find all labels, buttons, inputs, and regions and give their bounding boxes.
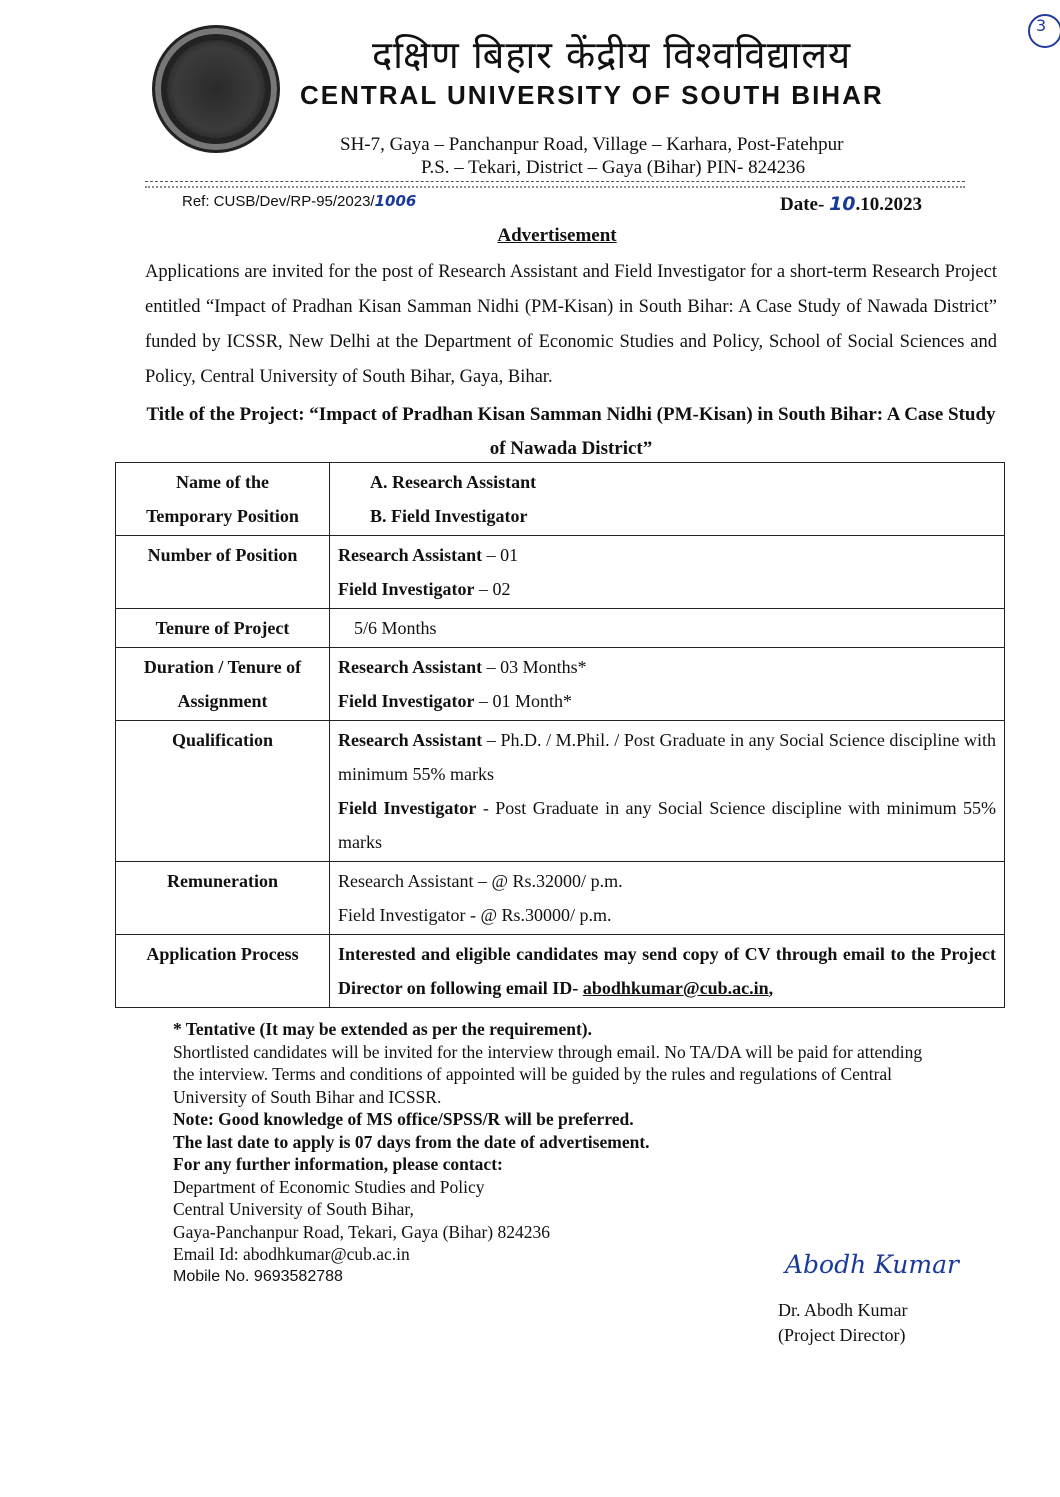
ms-office-note: Note: Good knowledge of MS office/SPSS/R will be preferred. xyxy=(173,1109,634,1129)
table-row xyxy=(116,721,1005,862)
ra-remuneration: Research Assistant – @ Rs.32000/ p.m. xyxy=(338,871,623,891)
date-rest: .10.2023 xyxy=(855,194,923,215)
contact-university: Central University of South Bihar, xyxy=(173,1199,414,1219)
row-label-remuneration: Remuneration xyxy=(116,862,330,935)
address-line-2: P.S. – Tekari, District – Gaya (Bihar) PIN- 824236 xyxy=(421,157,806,178)
ra-label: Research Assistant xyxy=(338,730,483,750)
reference-number xyxy=(182,192,416,210)
label-line: Name of the xyxy=(176,472,269,492)
row-label-position xyxy=(116,463,330,536)
ref-prefix: Ref: CUSB/Dev/RP-95/2023/ xyxy=(182,193,375,210)
fi-label: Field Investigator xyxy=(338,798,477,818)
corner-mark: 3 xyxy=(1028,14,1060,48)
label-line: Duration / Tenure of xyxy=(143,657,302,677)
table-row xyxy=(116,463,1005,536)
ra-qualification: – Ph.D. / M.Phil. / Post Graduate in any Social Science discipline with minimum 55% marks xyxy=(338,730,996,784)
intro-paragraph: Applications are invited for the post of Research Assistant and Field Investigator for a short-term Research Project entitled “Impact of Pradhan Kisan Samman Nidhi (PM-Kisan) in South Bihar: A Case Study of Nawada District” funded by ICSSR, New Delhi at the Department of Economic Studies and Policy, School of Social Sciences and Policy, Central University of South Bihar, Gaya, Bihar. xyxy=(145,262,997,387)
university-name-english: CENTRAL UNIVERSITY OF SOUTH BIHAR xyxy=(300,80,884,110)
contact-email: Email Id: abodhkumar@cub.ac.in xyxy=(173,1244,410,1264)
application-email-link[interactable]: abodhkumar@cub.ac.in xyxy=(582,978,769,998)
ra-count: – 01 xyxy=(482,545,519,565)
fi-qualification: - Post Graduate in any Social Science discipline with minimum 55% marks xyxy=(338,798,996,852)
last-date-note: The last date to apply is 07 days from the date of advertisement. xyxy=(173,1131,650,1152)
position-b: B. Field Investigator xyxy=(370,506,528,526)
row-label-number: Number of Position xyxy=(116,536,330,609)
table-row xyxy=(116,862,1005,935)
fi-count: – 02 xyxy=(474,579,511,599)
row-label-tenure: Tenure of Project xyxy=(116,609,330,648)
label-line: Temporary Position xyxy=(146,506,299,526)
signatory-name: Dr. Abodh Kumar xyxy=(778,1300,908,1320)
tenure-value: 5/6 Months xyxy=(330,609,1005,648)
header-divider xyxy=(145,181,965,188)
position-details-table xyxy=(115,462,1005,1008)
contact-address: Gaya-Panchanpur Road, Tekari, Gaya (Bihar) 824236 xyxy=(173,1221,551,1242)
fi-remuneration: Field Investigator - @ Rs.30000/ p.m. xyxy=(338,905,612,925)
contact-department: Department of Economic Studies and Policy xyxy=(173,1176,485,1197)
address-line-1: SH-7, Gaya – Panchanpur Road, Village – Karhara, Post-Fatehpur xyxy=(340,134,844,155)
table-row xyxy=(116,648,1005,721)
label-line: Assignment xyxy=(177,691,268,711)
date-handwritten-day: 10 xyxy=(829,193,856,215)
application-text: Interested and eligible candidates may send copy of CV through email to the Project Director on following email ID- xyxy=(338,944,996,998)
fi-label: Field Investigator xyxy=(338,691,475,711)
row-label-qualification: Qualification xyxy=(116,721,330,862)
ra-duration: – 03 Months* xyxy=(482,657,587,677)
position-a: A. Research Assistant xyxy=(370,472,537,492)
duration-values xyxy=(330,648,1005,721)
document-date xyxy=(780,193,922,216)
table-row xyxy=(116,935,1005,1008)
project-title: Title of the Project: “Impact of Pradhan Kisan Samman Nidhi (PM-Kisan) in South Bihar: A Case Study of Nawada District” xyxy=(146,404,996,459)
application-process xyxy=(330,935,1005,1008)
date-label: Date- xyxy=(780,194,825,215)
signatory-role: (Project Director) xyxy=(778,1325,906,1345)
remuneration-values xyxy=(330,862,1005,935)
fi-duration: – 01 Month* xyxy=(474,691,573,711)
contact-heading: For any further information, please contact: xyxy=(173,1154,503,1174)
row-label-application: Application Process xyxy=(116,935,330,1008)
position-names xyxy=(330,463,1005,536)
shortlist-note: Shortlisted candidates will be invited for the interview through email. No TA/DA will be paid for attending the interview. Terms and conditions of appointed will be guided by the rules and regulations of Central University of South Bihar and ICSSR. xyxy=(173,1041,923,1107)
table-row xyxy=(116,536,1005,609)
signatory-block xyxy=(778,1298,908,1348)
handwritten-signature: Abodh Kumar xyxy=(785,1250,959,1279)
ra-label: Research Assistant xyxy=(338,657,483,677)
application-suffix: , xyxy=(768,978,774,998)
tentative-note: * Tentative (It may be extended as per the requirement). xyxy=(173,1019,592,1039)
position-counts xyxy=(330,536,1005,609)
ra-label: Research Assistant xyxy=(338,545,483,565)
ref-handwritten-number: 1006 xyxy=(374,192,417,210)
table-row xyxy=(116,609,1005,648)
contact-mobile: Mobile No. 9693582788 xyxy=(173,1267,343,1285)
fi-label: Field Investigator xyxy=(338,579,475,599)
notes-block xyxy=(173,1018,943,1288)
qualification-values xyxy=(330,721,1005,862)
university-seal xyxy=(152,25,280,153)
university-name-hindi: दक्षिण बिहार केंद्रीय विश्वविद्यालय xyxy=(372,33,852,77)
advertisement-heading: Advertisement xyxy=(497,225,617,246)
row-label-duration xyxy=(116,648,330,721)
